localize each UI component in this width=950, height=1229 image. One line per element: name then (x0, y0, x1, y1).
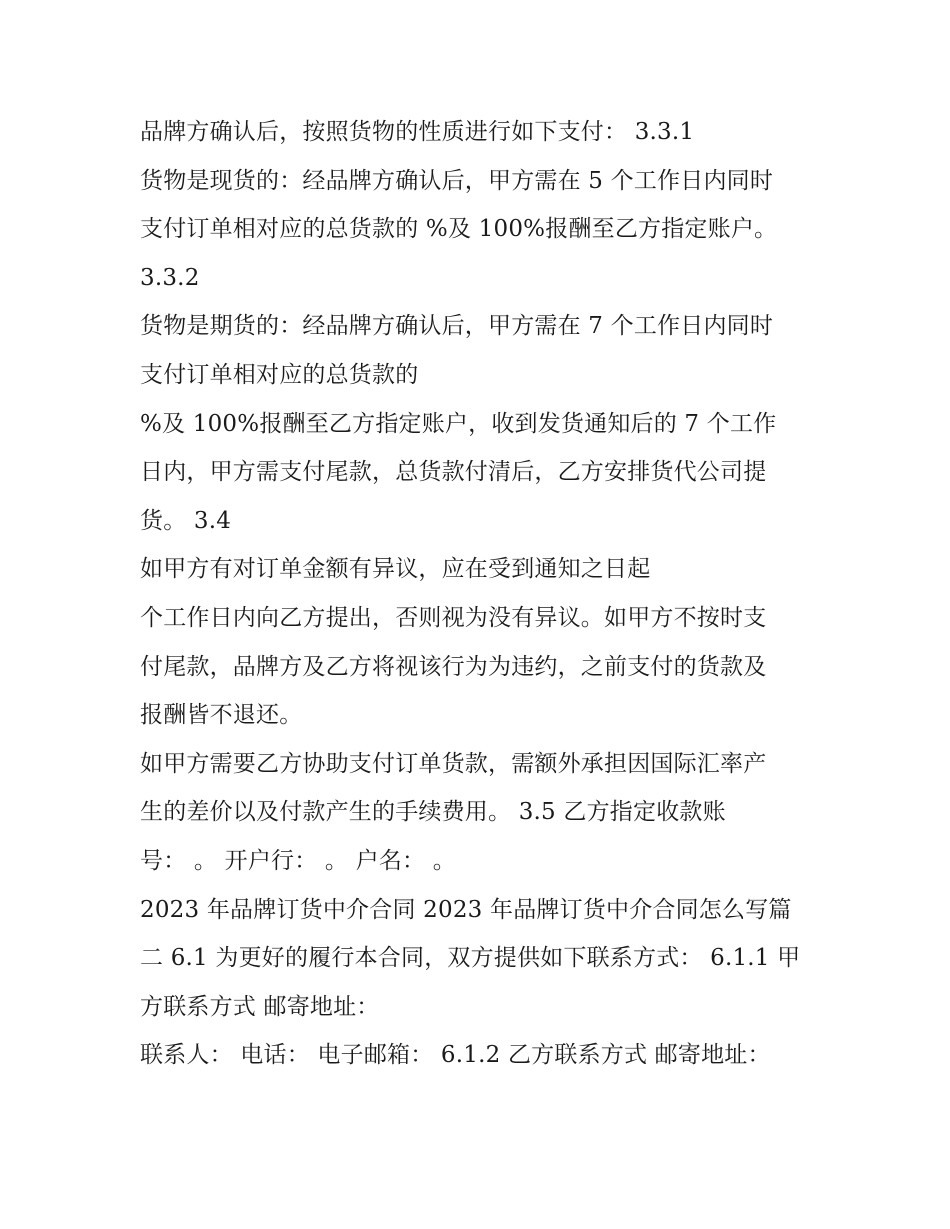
text-line: 如甲方有对订单金额有异议，应在受到通知之日起 (140, 556, 651, 583)
text-line: 报酬皆不退还。 (140, 702, 303, 729)
text-line: 货物是现货的：经品牌方确认后，甲方需在 5 个工作日内同时 (140, 167, 774, 194)
text-line: 日内，甲方需支付尾款，总货款付清后，乙方安排货代公司提 (140, 459, 767, 486)
text-line: 2023 年品牌订货中介合同 2023 年品牌订货中介合同怎么写篇 (140, 896, 792, 923)
text-line: %及 100%报酬至乙方指定账户，收到发货通知后的 7 个工作 (140, 410, 777, 437)
document-body (140, 108, 820, 1080)
text-line: 个工作日内向乙方提出，否则视为没有异议。如甲方不按时支 (140, 604, 767, 631)
text-line: 付尾款，品牌方及乙方将视该行为为违约，之前支付的货款及 (140, 653, 767, 680)
text-line: 方联系方式 邮寄地址： (140, 993, 380, 1020)
text-line: 品牌方确认后，按照货物的性质进行如下支付： 3.3.1 (140, 119, 695, 145)
text-line: 联系人： 电话： 电子邮箱： 6.1.2 乙方联系方式 邮寄地址： (140, 1042, 771, 1069)
text-line: 二 6.1 为更好的履行本合同，双方提供如下联系方式： 6.1.1 甲 (140, 945, 801, 972)
text-line: 支付订单相对应的总货款的 (140, 361, 419, 388)
text-line: 货物是期货的：经品牌方确认后，甲方需在 7 个工作日内同时 (140, 313, 774, 340)
text-line: 3.3.2 (140, 264, 200, 291)
text-line: 生的差价以及付款产生的手续费用。 3.5 乙方指定收款账 (140, 799, 726, 826)
text-line: 号： 。 开户行： 。 户名： 。 (140, 847, 456, 874)
text-line: 支付订单相对应的总货款的 %及 100%报酬至乙方指定账户。 (140, 216, 778, 243)
text-line: 如甲方需要乙方协助支付订单货款，需额外承担因国际汇率产 (140, 750, 767, 777)
text-line: 货。 3.4 (140, 507, 232, 534)
